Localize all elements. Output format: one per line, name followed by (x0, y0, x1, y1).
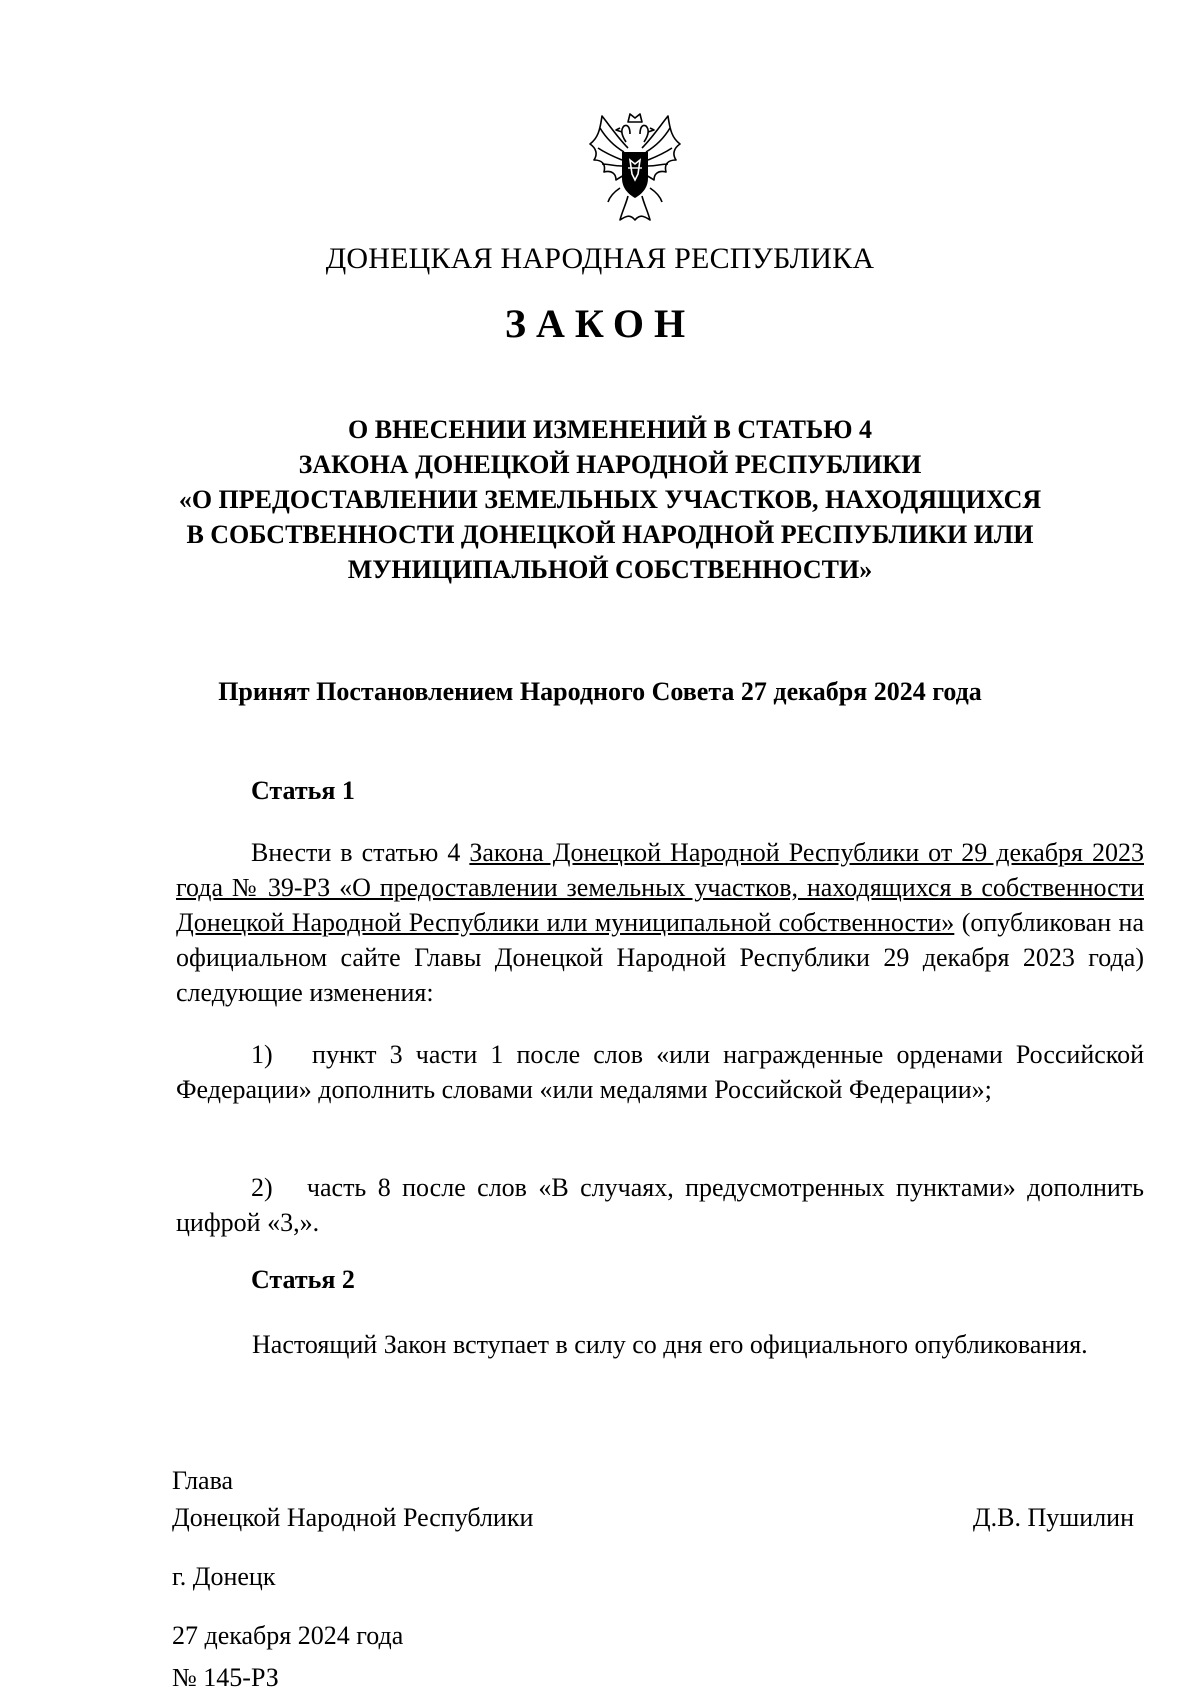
document-type: ЗАКОН (504, 301, 696, 346)
article-1-intro-tail: (опубликован на официальном сайте Главы Донецкой Народной Республики 29 декабря 2023 года) следующие изменения: (176, 908, 1144, 1007)
law-title-line: В СОБСТВЕННОСТИ ДОНЕЦКОЙ НАРОДНОЙ РЕСПУБЛИКИ ИЛИ (186, 520, 1034, 549)
article-1-intro-lead: Внести в статью 4 (251, 838, 470, 867)
article-1-intro (176, 835, 1144, 1010)
law-title-line: МУНИЦИПАЛЬНОЙ СОБСТВЕННОСТИ» (347, 555, 873, 584)
law-title (160, 412, 1060, 587)
article-2-text: Настоящий Закон вступает в силу со дня его официального опубликования. (252, 1330, 1088, 1359)
law-number: № 145-РЗ (172, 1663, 279, 1692)
amended-law-link[interactable]: Закона Донецкой Народной Республики от 29 декабря 2023 года № 39-РЗ «О предоставлении земельных участков, находящихся в собственности Донецкой Народной Республики или муниципальной собственности» (176, 838, 1144, 937)
dpr-coat-of-arms-icon (580, 108, 690, 228)
place-of-signing: г. Донецк (172, 1562, 276, 1591)
law-title-line: «О ПРЕДОСТАВЛЕНИИ ЗЕМЕЛЬНЫХ УЧАСТКОВ, НАХОДЯЩИХСЯ (178, 485, 1042, 514)
signatory-position-line1: Глава (172, 1466, 234, 1495)
signatory-name: Д.В. Пушилин (972, 1503, 1134, 1532)
law-title-line: О ВНЕСЕНИИ ИЗМЕНЕНИЙ В СТАТЬЮ 4 (348, 415, 872, 444)
adoption-note: Принят Постановлением Народного Совета 27 декабря 2024 года (218, 677, 982, 706)
article-2-heading: Статья 2 (251, 1265, 355, 1294)
article-1-item-2: 2) часть 8 после слов «В случаях, предусмотренных пунктами» дополнить цифрой «3,». (176, 1173, 1144, 1237)
signing-date: 27 декабря 2024 года (172, 1621, 404, 1650)
article-1-heading: Статья 1 (251, 776, 355, 805)
law-title-line: ЗАКОНА ДОНЕЦКОЙ НАРОДНОЙ РЕСПУБЛИКИ (298, 450, 922, 479)
signatory-position-line2: Донецкой Народной Республики (172, 1503, 534, 1532)
republic-name: ДОНЕЦКАЯ НАРОДНАЯ РЕСПУБЛИКА (325, 242, 875, 275)
article-1-item-1: 1) пункт 3 части 1 после слов «или награжденные орденами Российской Федерации» дополнить словами «или медалями Российской Федерации»; (176, 1040, 1144, 1104)
